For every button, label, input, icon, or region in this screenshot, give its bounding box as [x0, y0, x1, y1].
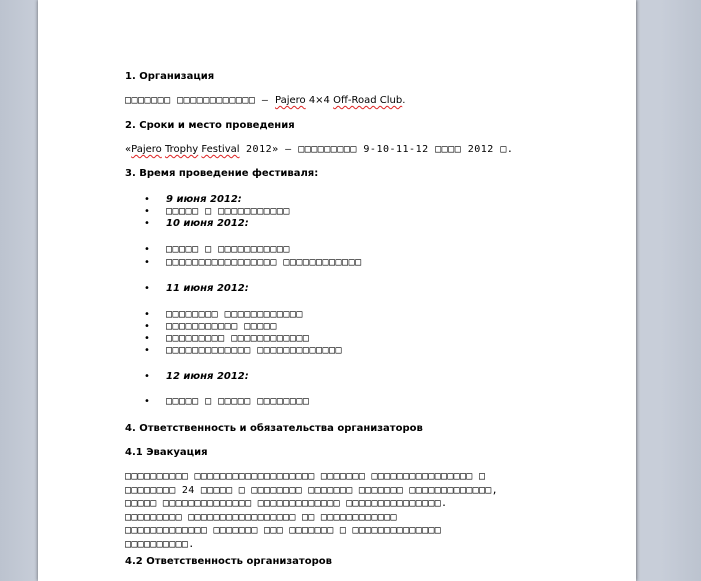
bullet: •: [144, 206, 150, 217]
quote-open: «: [125, 144, 132, 155]
spell-link-pajero: Pajero: [274, 95, 306, 106]
paragraph-line: □□□□□□□□□ □□□□□□□□□□□□□□□□□ □□ □□□□□□□□□□□□: [125, 511, 397, 523]
bullet: •: [144, 396, 150, 407]
bullet: •: [144, 283, 150, 294]
document-page: [38, 0, 636, 581]
day-item-text: □□□□□□□□□□□□□ □□□□□□□□□□□□□: [166, 345, 343, 356]
evacuation-paragraph: [125, 470, 595, 551]
section-4-2-heading: 4.2 Ответственность организаторов: [125, 556, 332, 567]
day-item-text: □□□□□□□□□□□□□□□□□ □□□□□□□□□□□□: [166, 257, 362, 268]
day-item-text: □□□□□ □ □□□□□□□□□□□: [166, 206, 290, 217]
section-2-heading: 2. Сроки и место проведения: [125, 120, 295, 131]
paragraph-line: □□□□□ □□□□□□□□□□□□□□ □□□□□□□□□□□□□ □□□□□□□□□□□□□□□.: [125, 498, 448, 509]
day-date: 11 июня 2012:: [166, 283, 249, 294]
day-date: 12 июня 2012:: [166, 371, 249, 382]
spell-trophy: Trophy: [164, 144, 199, 155]
bullet: •: [144, 333, 150, 344]
section-2-text: [125, 144, 513, 155]
section-4-heading: 4. Ответственность и обязательства организаторов: [125, 423, 423, 434]
section-1-text: [125, 95, 405, 106]
bullet: •: [144, 218, 150, 229]
spell-festival: Festival: [201, 144, 240, 155]
bullet: •: [144, 194, 150, 205]
day-item-text: □□□□□□□□ □□□□□□□□□□□□: [166, 309, 303, 320]
day-date: 10 июня 2012:: [166, 218, 249, 229]
paragraph-line: □□□□□□□□□□ □□□□□□□□□□□□□□□□□□□ □□□□□□□ □□□□□□□□□□□□□□□□ □: [125, 471, 486, 482]
spell-link-offroad: Off-Road Club: [333, 95, 403, 106]
section-3-heading: 3. Время проведение фестиваля:: [125, 168, 319, 179]
day-item-text: □□□□□□□□□□□ □□□□□: [166, 321, 277, 332]
section-4-1-heading: 4.1 Эвакуация: [125, 447, 208, 458]
bullet: •: [144, 345, 150, 356]
organizer-mid: 4×4: [305, 95, 334, 106]
paragraph-line: □□□□□□□□□□□□□ □□□□□□□ □□□ □□□□□□□ □ □□□□□□□□□□□□□□: [125, 525, 442, 536]
day-date: 9 июня 2012:: [166, 194, 242, 205]
day-item-text: □□□□□□□□□ □□□□□□□□□□□□: [166, 333, 310, 344]
bullet: •: [144, 309, 150, 320]
day-item-text: □□□□□ □ □□□□□ □□□□□□□□: [166, 396, 310, 407]
organizer-text: □□□□□□□ □□□□□□□□□□□□ –: [125, 95, 275, 106]
bullet: •: [144, 257, 150, 268]
spell-pajero: Pajero: [131, 144, 162, 155]
bullet: •: [144, 371, 150, 382]
bullet: •: [144, 244, 150, 255]
paragraph-line: □□□□□□□□□□.: [125, 538, 195, 550]
bullet: •: [144, 321, 150, 332]
organizer-end: .: [402, 95, 406, 106]
paragraph-line: □□□□□□□□ 24 □□□□□ □ □□□□□□□□ □□□□□□□ □□□□□□□ □□□□□□□□□□□□□,: [125, 484, 498, 496]
dates-text: 2012» – □□□□□□□□□ 9-10-11-12 □□□□ 2012 □.: [239, 144, 514, 155]
section-1-heading: 1. Организация: [125, 71, 215, 82]
day-item-text: □□□□□ □ □□□□□□□□□□□: [166, 244, 290, 255]
